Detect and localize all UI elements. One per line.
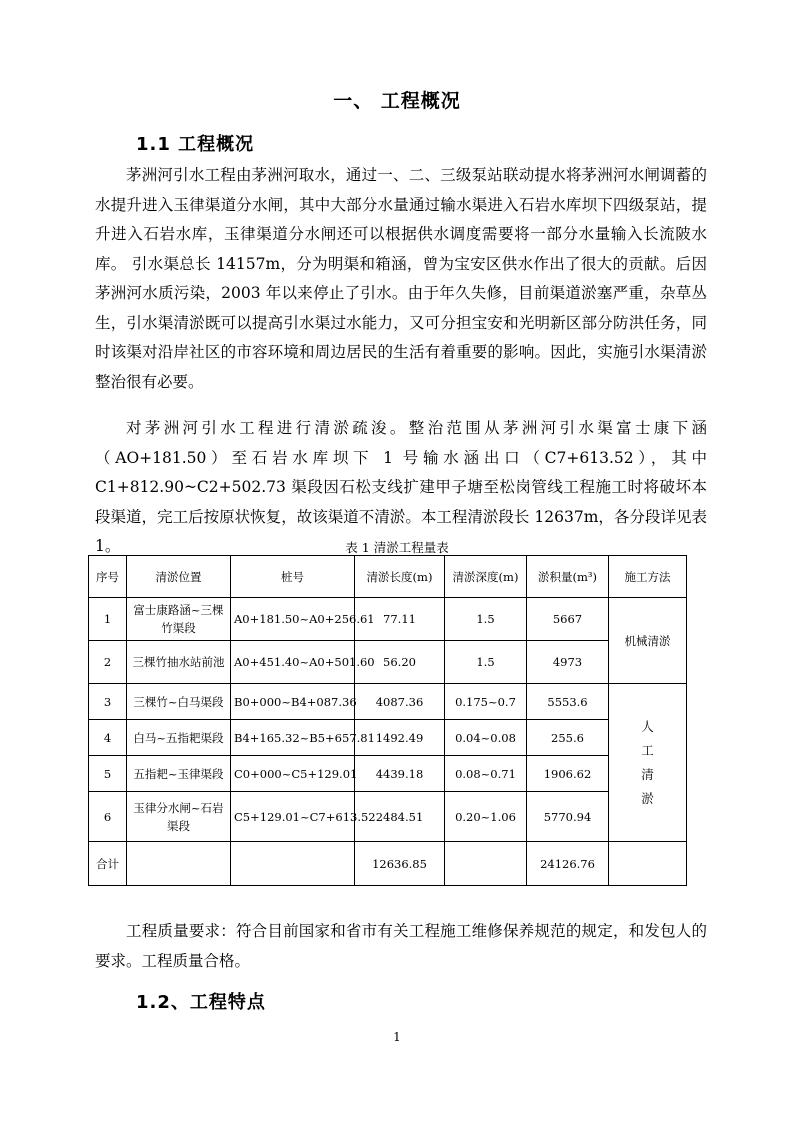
cell-total-length: 12636.85 [355, 842, 445, 886]
paragraph-scope: 对茅洲河引水工程进行清淤疏浚。整治范围从茅洲河引水渠富士康下涵（AO+181.50）至石岩水库坝下 1 号输水涵出口（C7+613.52），其中 C1+812.90~C2+502.73 渠段因石松支线扩建甲子塘至松岗管线工程施工时将破坏本段渠道，完工后按原状恢复，故该渠道不清淤。本工程清淤段长 12637m，各分段详见表 1。 [95, 419, 707, 555]
cell-location: 白马~五指耙渠段 [127, 720, 231, 756]
cell-no: 5 [89, 756, 127, 792]
cell-location: 五指耙~玉律渠段 [127, 756, 231, 792]
cell-no: 3 [89, 684, 127, 720]
cell-volume: 4973 [527, 641, 609, 684]
cell-station: C0+000~C5+129.01 [231, 756, 355, 792]
cell-no: 6 [89, 792, 127, 842]
cell-station: B4+165.32~B5+657.81 [231, 720, 355, 756]
header-length: 清淤长度(m) [355, 556, 445, 598]
cell-empty [445, 842, 527, 886]
cell-volume: 5770.94 [527, 792, 609, 842]
cell-station: C5+129.01~C7+613.52 [231, 792, 355, 842]
table-header-row [89, 556, 687, 598]
cell-no: 1 [89, 598, 127, 641]
table-row [89, 598, 687, 641]
table-row [89, 720, 687, 756]
cell-volume: 255.6 [527, 720, 609, 756]
cell-length: 77.11 [355, 598, 445, 641]
paragraph-quality: 工程质量要求：符合目前国家和省市有关工程施工维修保养规范的规定，和发包人的要求。工程质量合格。 [95, 922, 707, 970]
chapter-heading: 一、 工程概况 [333, 90, 461, 112]
cell-depth: 1.5 [445, 641, 527, 684]
cell-location: 富士康路涵~三棵竹渠段 [127, 598, 231, 641]
cell-depth: 0.04~0.08 [445, 720, 527, 756]
cell-empty [231, 842, 355, 886]
table-total-row [89, 842, 687, 886]
section-heading-1-1: 1.1 工程概况 [136, 134, 255, 155]
cell-location: 三棵竹抽水站前池 [127, 641, 231, 684]
cell-method-mechanical: 机械清淤 [609, 598, 687, 684]
cell-station: B0+000~B4+087.36 [231, 684, 355, 720]
paragraph-overview: 茅洲河引水工程由茅洲河取水，通过一、二、三级泵站联动提水将茅洲河水闸调蓄的水提升进入玉律渠道分水闸，其中大部分水量通过输水渠进入石岩水库坝下四级泵站，提升进入石岩水库，玉律渠道分水闸还可以根据供水调度需要将一部分水量输入长流陂水库。 引水渠总长 14157m，分为明渠和箱涵，曾为宝安区供水作出了很大的贡献。后因茅洲河水质污染，2003 年以来停止了引水。由于年久失修，目前渠道淤塞严重，杂草丛生，引水渠清淤既可以提高引水渠过水能力，又可分担宝安和光明新区部分防洪任务，同时该渠对沿岸社区的市容环境和周边居民的生活有着重要的影响。因此，实施引水渠清淤整治很有必要。 [95, 166, 707, 391]
page-number: 1 [393, 1030, 401, 1044]
cell-length: 2484.51 [355, 792, 445, 842]
cell-station: A0+181.50~A0+256.61 [231, 598, 355, 641]
cell-method-manual [609, 684, 687, 842]
table-row [89, 684, 687, 720]
cell-no: 4 [89, 720, 127, 756]
cell-station: A0+451.40~A0+501.60 [231, 641, 355, 684]
table-row [89, 792, 687, 842]
cell-depth: 0.175~0.7 [445, 684, 527, 720]
cell-length: 56.20 [355, 641, 445, 684]
cell-total-label: 合计 [89, 842, 127, 886]
cell-length: 4439.18 [355, 756, 445, 792]
section-heading-1-2: 1.2、工程特点 [136, 992, 266, 1013]
header-location: 清淤位置 [127, 556, 231, 598]
header-station: 桩号 [231, 556, 355, 598]
cell-location: 三棵竹~白马渠段 [127, 684, 231, 720]
header-volume: 淤积量(m³) [527, 556, 609, 598]
cell-depth: 1.5 [445, 598, 527, 641]
cell-length: 1492.49 [355, 720, 445, 756]
method-manual-text: 人工清淤 [641, 718, 654, 806]
cell-location: 玉律分水闸~石岩渠段 [127, 792, 231, 842]
cell-empty [127, 842, 231, 886]
cell-depth: 0.08~0.71 [445, 756, 527, 792]
cell-length: 4087.36 [355, 684, 445, 720]
header-method: 施工方法 [609, 556, 687, 598]
cell-volume: 5553.6 [527, 684, 609, 720]
cell-no: 2 [89, 641, 127, 684]
cell-depth: 0.20~1.06 [445, 792, 527, 842]
table-caption: 表 1 清淤工程量表 [345, 540, 449, 555]
cell-total-volume: 24126.76 [527, 842, 609, 886]
header-depth: 清淤深度(m) [445, 556, 527, 598]
table-row [89, 641, 687, 684]
cell-empty [609, 842, 687, 886]
table-row [89, 756, 687, 792]
cell-volume: 5667 [527, 598, 609, 641]
cell-volume: 1906.62 [527, 756, 609, 792]
header-no: 序号 [89, 556, 127, 598]
dredging-quantity-table [88, 555, 687, 886]
